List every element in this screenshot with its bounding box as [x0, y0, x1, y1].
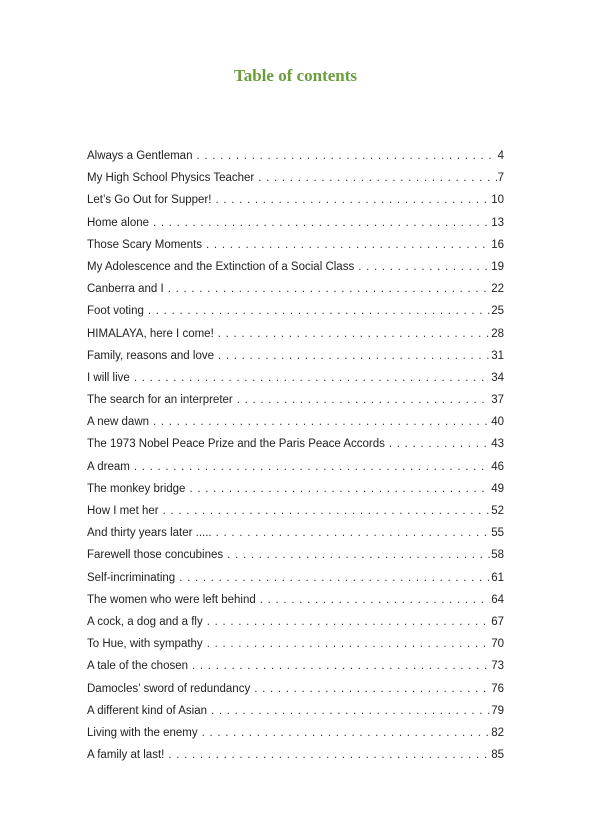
toc-entry[interactable]: [87, 212, 504, 234]
page-title: Table of contents: [233, 66, 358, 85]
dot-leader: [211, 700, 490, 722]
dot-leader: [196, 145, 496, 167]
toc-entry-page-number: 52: [491, 505, 504, 517]
toc-entry-title: A different kind of Asian: [87, 704, 207, 717]
dot-leader: [389, 433, 490, 455]
toc-entry[interactable]: [87, 456, 504, 478]
toc-entry-page-number: 13: [491, 216, 504, 229]
toc-entry-page-number: 34: [491, 371, 504, 384]
toc-entry-title: A dream: [87, 460, 130, 473]
toc-entry[interactable]: [87, 611, 504, 633]
dot-leader: [207, 611, 490, 633]
toc-entry-page-number: 4: [497, 150, 504, 162]
toc-entry[interactable]: [87, 345, 504, 367]
dot-leader: [189, 478, 490, 500]
toc-entry-page-number: 43: [491, 438, 504, 451]
toc-entry-title: Let’s Go Out for Supper!: [87, 194, 212, 207]
toc-entry-page-number: 28: [491, 327, 504, 340]
toc-entry[interactable]: [87, 189, 504, 211]
toc-entry-title: Home alone: [87, 216, 150, 229]
toc-entry-page-number: 46: [491, 460, 504, 473]
toc-entry-page-number: 73: [491, 660, 504, 673]
toc-entry-title: Canberra and I: [87, 283, 164, 296]
toc-entry[interactable]: [87, 234, 504, 256]
toc-entry-page-number: 70: [491, 638, 504, 651]
dot-leader: [218, 345, 490, 367]
dot-leader: [153, 212, 490, 234]
toc-entry-title: HIMALAYA, here I come!: [87, 327, 214, 340]
toc-entry-title: My High School Physics Teacher: [87, 172, 255, 185]
dot-leader: [254, 678, 490, 700]
toc-entry[interactable]: [87, 278, 504, 300]
toc-entry[interactable]: [87, 167, 504, 189]
toc-entry-page-number: 76: [491, 682, 504, 695]
toc-entry-title: Farewell those concubines: [87, 549, 224, 562]
toc-entry[interactable]: [87, 522, 504, 544]
toc-entry-page-number: 19: [491, 260, 504, 273]
toc-entry-page-number: 10: [491, 194, 504, 207]
toc-entry[interactable]: [87, 722, 504, 744]
toc-entry[interactable]: [87, 433, 504, 455]
toc-entry[interactable]: [87, 678, 504, 700]
toc-entry-title: A cock, a dog and a fly: [87, 615, 203, 628]
toc-entry-title: And thirty years later .....: [87, 527, 212, 540]
dot-leader: [216, 522, 491, 544]
toc-entry-page-number: 7: [497, 172, 504, 185]
toc-entry-title: Those Scary Moments: [87, 238, 203, 251]
toc-entry-title: Self-incriminating: [87, 571, 176, 584]
dot-leader: [179, 567, 490, 589]
toc-entry[interactable]: [87, 744, 504, 766]
toc-entry-title: Family, reasons and love: [87, 349, 214, 362]
toc-entry[interactable]: [87, 256, 504, 278]
dot-leader: [215, 189, 490, 211]
toc-entry-title: My Adolescence and the Extinction of a Social Class: [87, 260, 355, 273]
toc-entry-page-number: 58: [491, 549, 504, 562]
toc-entry-page-number: 40: [491, 416, 504, 429]
toc-entry-page-number: 55: [491, 527, 504, 540]
toc-entry-page-number: 22: [491, 283, 504, 296]
dot-leader: [358, 256, 490, 278]
toc-entry[interactable]: [87, 323, 504, 345]
dot-leader: [134, 456, 490, 478]
toc-entry-page-number: 37: [491, 394, 504, 407]
toc-entry-title: A new dawn: [87, 416, 150, 429]
toc-entry-page-number: 31: [491, 349, 504, 362]
toc-entry-page-number: 79: [491, 704, 504, 717]
toc-entry-page-number: 85: [491, 749, 504, 762]
dot-leader: [237, 389, 490, 411]
toc-entry-page-number: 67: [491, 615, 504, 628]
dot-leader: [202, 722, 491, 744]
toc-entry[interactable]: [87, 145, 504, 167]
toc-entry-title: Damocles’ sword of redundancy: [87, 682, 251, 695]
dot-leader: [153, 411, 490, 433]
toc-entry[interactable]: [87, 411, 504, 433]
toc-entry[interactable]: [87, 633, 504, 655]
dot-leader: [148, 300, 490, 322]
toc-entry-title: The women who were left behind: [87, 593, 256, 606]
dot-leader: [168, 744, 490, 766]
dot-leader: [260, 589, 490, 611]
toc-entry-title: A family at last!: [87, 749, 165, 762]
dot-leader: [218, 323, 490, 345]
toc-entry-page-number: 49: [491, 482, 504, 495]
dot-leader: [227, 544, 490, 566]
toc-entry[interactable]: [87, 389, 504, 411]
toc-entry[interactable]: [87, 500, 504, 522]
toc-entry-page-number: 82: [491, 726, 504, 739]
toc-entry[interactable]: [87, 700, 504, 722]
toc-entry-page-number: 16: [491, 238, 504, 251]
toc-entry[interactable]: [87, 300, 504, 322]
toc-entry-title: A tale of the chosen: [87, 660, 189, 673]
toc-list: [87, 145, 504, 766]
dot-leader: [206, 234, 490, 256]
dot-leader: [192, 655, 490, 677]
toc-entry[interactable]: [87, 655, 504, 677]
dot-leader: [207, 633, 491, 655]
toc-entry-page-number: 61: [491, 571, 504, 584]
toc-entry-title: How I met her: [87, 505, 159, 517]
toc-entry[interactable]: [87, 544, 504, 566]
toc-entry-title: Always a Gentleman: [87, 150, 193, 162]
dot-leader: [168, 278, 490, 300]
toc-entry-title: Foot voting: [87, 305, 144, 318]
toc-entry-title: I will live: [87, 371, 130, 384]
dot-leader: [163, 500, 491, 522]
dot-leader: [134, 367, 490, 389]
dot-leader: [258, 167, 496, 189]
toc-entry-title: To Hue, with sympathy: [87, 638, 203, 651]
toc-entry-page-number: 25: [491, 305, 504, 318]
toc-entry-page-number: 64: [491, 593, 504, 606]
toc-entry-title: The search for an interpreter: [87, 394, 233, 407]
toc-entry-title: Living with the enemy: [87, 726, 198, 739]
toc-entry[interactable]: [87, 589, 504, 611]
toc-entry[interactable]: [87, 478, 504, 500]
toc-entry-title: The 1973 Nobel Peace Prize and the Paris Peace Accords: [87, 438, 385, 451]
toc-entry[interactable]: [87, 367, 504, 389]
toc-entry-title: The monkey bridge: [87, 482, 186, 495]
toc-entry[interactable]: [87, 567, 504, 589]
